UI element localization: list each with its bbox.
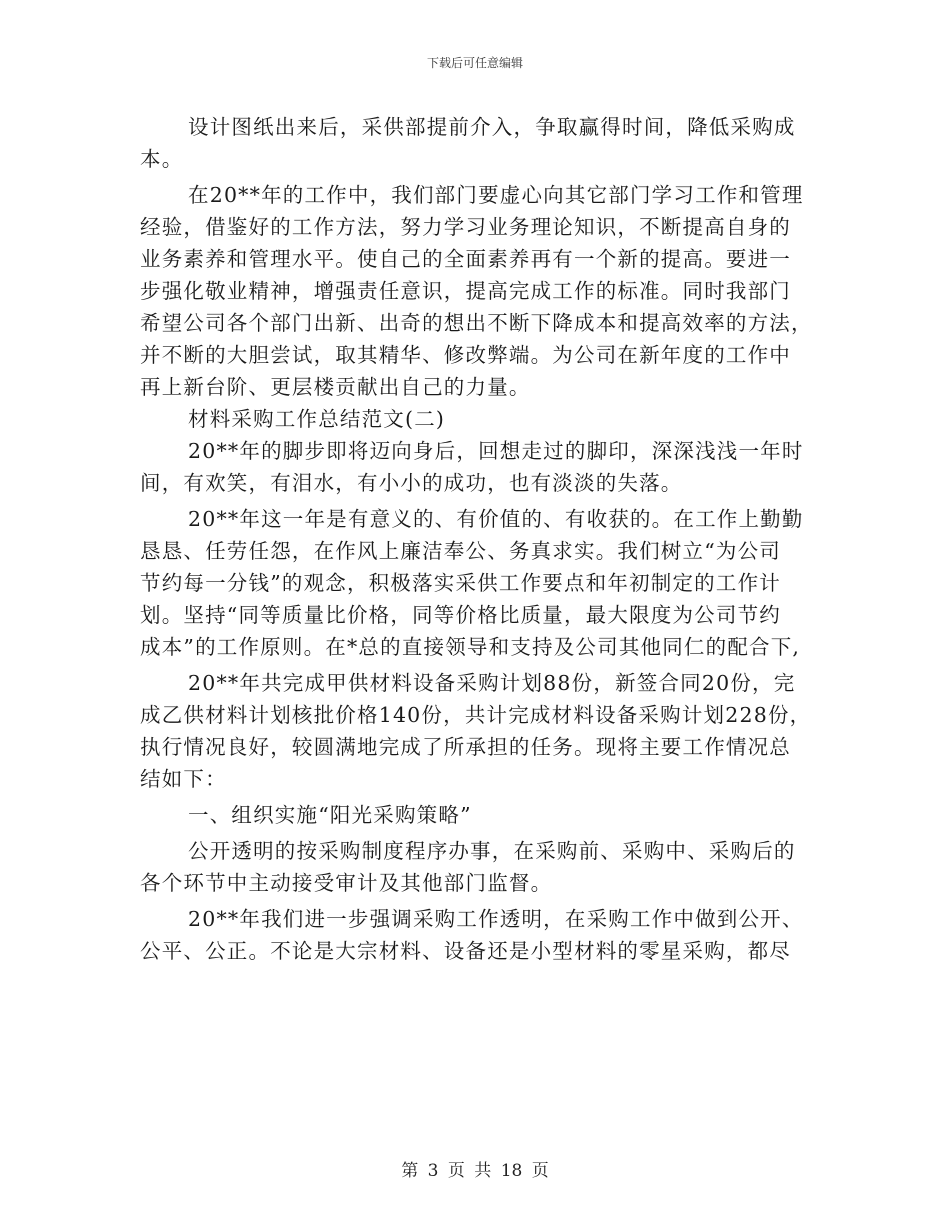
paragraph-line: 各个环节中主动接受审计及其他部门监督。 xyxy=(140,871,553,895)
document-body xyxy=(140,111,812,967)
paragraph-line: 20**年我们进一步强调采购工作透明，在采购工作中做到公开、 xyxy=(188,907,804,931)
section-heading: 一、组织实施“阳光采购策略” xyxy=(188,803,472,827)
paragraph-line: 经验，借鉴好的工作方法，努力学习业务理论知识，不断提高自身的 xyxy=(140,215,791,239)
section-title: 材料采购工作总结范文(二) xyxy=(188,407,446,431)
paragraph-line: 间，有欢笑，有泪水，有小小的成功，也有淡淡的失落。 xyxy=(140,471,683,495)
page-number-footer: 第 3 页 共 18 页 xyxy=(401,1161,549,1181)
paragraph-line: 在20**年的工作中，我们部门要虚心向其它部门学习工作和管理 xyxy=(188,183,804,207)
paragraph-line: 划。坚持“同等质量比价格，同等价格比质量，最大限度为公司节约 xyxy=(140,603,781,627)
paragraph-line: 20**年这一年是有意义的、有价值的、有收获的。在工作上勤勤 xyxy=(188,507,804,531)
paragraph-line: 20**年的脚步即将迈向身后，回想走过的脚印，深深浅浅一年时 xyxy=(188,439,804,463)
paragraph-line: 20**年共完成甲供材料设备采购计划88份，新签合同20份，完 xyxy=(188,671,796,695)
paragraph-line: 节约每一分钱”的观念，积极落实采供工作要点和年初制定的工作计 xyxy=(140,571,781,595)
paragraph-line: 步强化敬业精神，增强责任意识，提高完成工作的标准。同时我部门 xyxy=(140,279,791,303)
paragraph-line: 结如下： xyxy=(140,767,227,791)
paragraph-line: 执行情况良好，较圆满地完成了所承担的任务。现将主要工作情况总 xyxy=(140,735,791,759)
paragraph-line: 并不断的大胆尝试，取其精华、修改弊端。为公司在新年度的工作中 xyxy=(140,343,791,367)
paragraph-line: 公平、公正。不论是大宗材料、设备还是小型材料的零星采购，都尽 xyxy=(140,939,791,963)
paragraph-line: 设计图纸出来后，采供部提前介入，争取赢得时间，降低采购成 xyxy=(188,115,796,139)
paragraph-line: 公开透明的按采购制度程序办事，在采购前、采购中、采购后的 xyxy=(188,839,796,863)
paragraph-line: 希望公司各个部门出新、出奇的想出不断下降成本和提高效率的方法， xyxy=(140,311,813,335)
paragraph-line: 再上新台阶、更层楼贡献出自己的力量。 xyxy=(140,375,531,399)
paragraph-line: 成本”的工作原则。在*总的直接领导和支持及公司其他同仁的配合下, xyxy=(140,635,801,659)
paragraph-line: 本。 xyxy=(140,147,184,171)
page-header: 下载后可任意编辑 xyxy=(426,56,523,70)
paragraph-line: 业务素养和管理水平。使自己的全面素养再有一个新的提高。要进一 xyxy=(140,247,791,271)
paragraph-line: 恳恳、任劳任怨，在作风上廉洁奉公、务真求实。我们树立“为公司 xyxy=(140,539,781,563)
paragraph-line: 成乙供材料计划核批价格140份，共计完成材料设备采购计划228份， xyxy=(140,703,812,727)
